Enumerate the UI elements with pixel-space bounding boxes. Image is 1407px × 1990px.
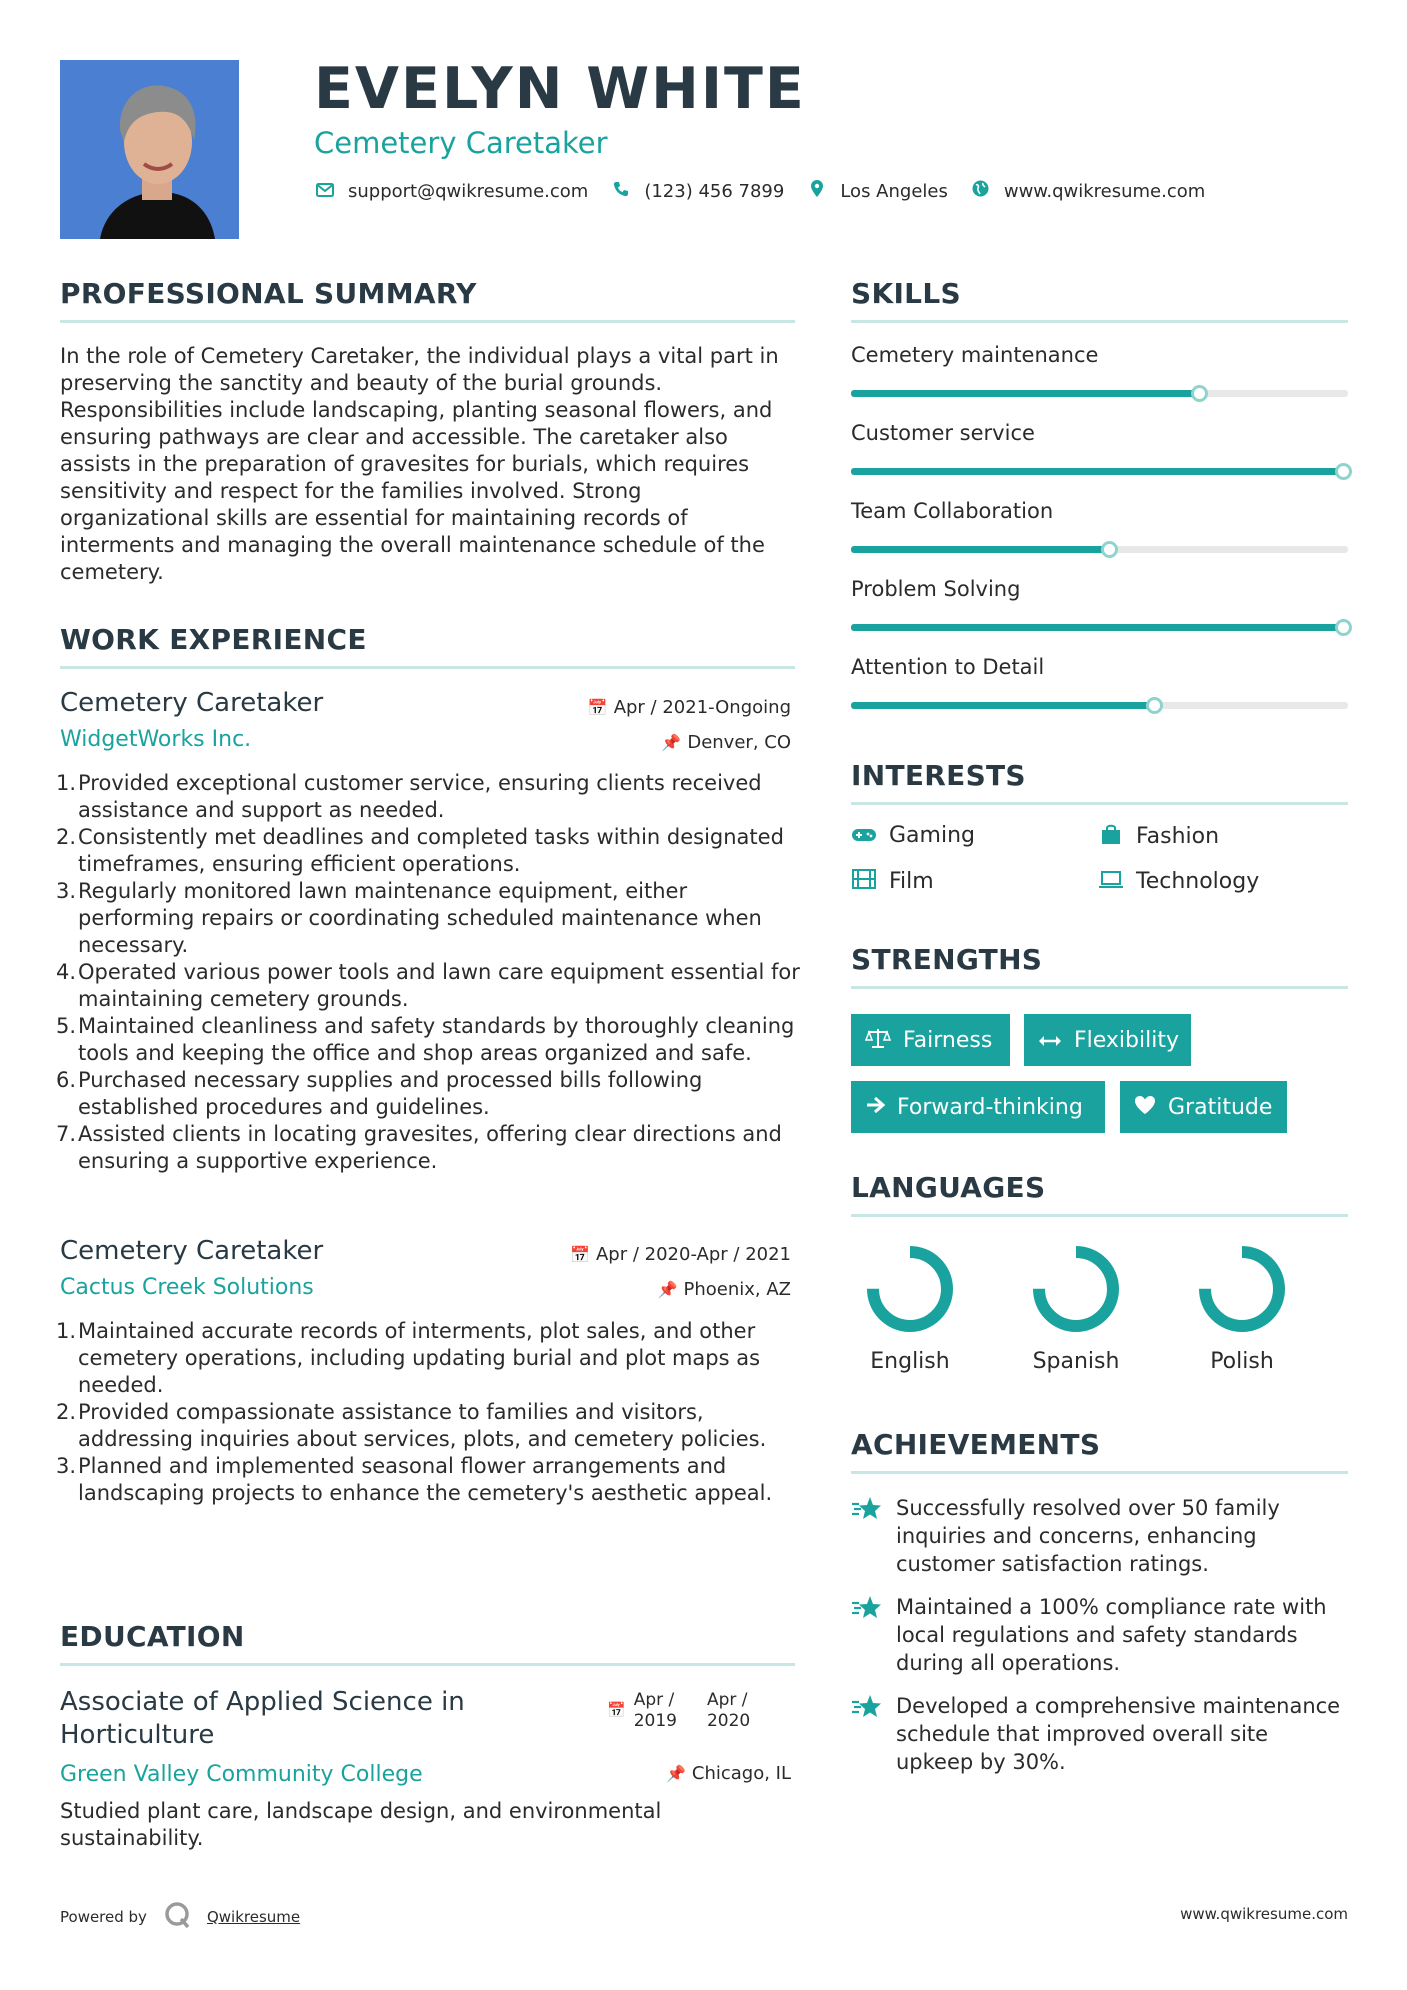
education-start bbox=[634, 1690, 677, 1732]
skill-bar-fill bbox=[851, 702, 1154, 709]
calendar-icon: 📅 bbox=[607, 1701, 626, 1719]
star-icon bbox=[851, 1494, 883, 1524]
contact-website[interactable] bbox=[970, 180, 1205, 202]
list-item-text: Maintained accurate records of interments, plot sales, and other cemetery operations, including updating burial and plot maps as needed. bbox=[78, 1319, 761, 1397]
list-item: 4. Operated various power tools and lawn care equipment essential for maintaining cemetery grounds. bbox=[55, 960, 800, 1011]
skill-bar-fill bbox=[851, 468, 1343, 475]
job-title: Cemetery Caretaker bbox=[60, 1236, 324, 1266]
skill-bar bbox=[851, 390, 1348, 397]
degree-title bbox=[60, 1686, 465, 1752]
list-item: 2. Consistently met deadlines and completed tasks within designated timeframes, ensuring efficient operations. bbox=[55, 825, 784, 876]
globe-icon bbox=[970, 180, 992, 202]
language-label: Spanish bbox=[1032, 1349, 1120, 1374]
strength-badge bbox=[1024, 1014, 1191, 1066]
strength-badge bbox=[1120, 1081, 1287, 1133]
interest-item bbox=[851, 823, 975, 848]
summary-heading: PROFESSIONAL SUMMARY bbox=[60, 277, 477, 310]
skill-bar bbox=[851, 702, 1348, 709]
education-start-line1: Apr / bbox=[633, 1690, 675, 1710]
skill-bar-knob bbox=[1101, 541, 1118, 558]
arrow-right-icon bbox=[865, 1095, 885, 1119]
education-end-line2: 2020 bbox=[706, 1711, 751, 1731]
strengths-heading: STRENGTHS bbox=[851, 943, 1043, 976]
strength-label: Fairness bbox=[903, 1027, 993, 1053]
skill-bar-knob bbox=[1191, 385, 1208, 402]
skill-bar bbox=[851, 468, 1348, 475]
skill-bar-knob bbox=[1146, 697, 1163, 714]
star-icon bbox=[851, 1593, 883, 1623]
skill-label: Team Collaboration bbox=[851, 499, 1054, 523]
skill-label: Problem Solving bbox=[851, 577, 1021, 601]
education-end bbox=[707, 1690, 750, 1732]
list-item: 1. Maintained accurate records of interments, plot sales, and other cemetery operations, including updating burial and plot maps as needed. bbox=[55, 1319, 761, 1397]
skill-label: Attention to Detail bbox=[851, 655, 1045, 679]
list-item-text: Provided exceptional customer service, ensuring clients received assistance and support as needed. bbox=[78, 771, 762, 822]
list-item: 7. Assisted clients in locating gravesites, offering clear directions and ensuring a supportive experience. bbox=[55, 1122, 782, 1173]
qwikresume-link[interactable]: Qwikresume bbox=[206, 1908, 301, 1926]
interest-label: Film bbox=[889, 869, 934, 894]
language-item bbox=[1021, 1243, 1131, 1374]
school-name: Green Valley Community College bbox=[60, 1762, 423, 1787]
strength-label: Flexibility bbox=[1074, 1027, 1179, 1053]
language-item bbox=[855, 1243, 965, 1374]
education-location-text: Chicago, IL bbox=[691, 1763, 791, 1784]
skills-heading: SKILLS bbox=[851, 277, 961, 310]
strength-label: Forward-thinking bbox=[897, 1094, 1083, 1120]
list-item-text: Maintained cleanliness and safety standards by thoroughly cleaning tools and keeping the office and shop areas organized and safe. bbox=[78, 1014, 795, 1065]
experience-rule bbox=[60, 666, 795, 669]
shopping-bag-icon bbox=[1098, 823, 1124, 850]
degree-title-line1: Associate of Applied Science in bbox=[60, 1687, 465, 1717]
job-dates bbox=[570, 1244, 791, 1265]
language-item bbox=[1187, 1243, 1297, 1374]
education-rule bbox=[60, 1663, 795, 1666]
footer-powered-by bbox=[60, 1900, 300, 1934]
achievements-rule bbox=[851, 1471, 1348, 1474]
phone-icon bbox=[610, 181, 632, 202]
contact-phone[interactable] bbox=[610, 181, 784, 202]
skill-bar-fill bbox=[851, 390, 1199, 397]
list-item: 2. Provided compassionate assistance to families and visitors, addressing inquiries about services, plots, and cemetery policies. bbox=[55, 1400, 767, 1451]
calendar-icon: 📅 bbox=[570, 1245, 590, 1264]
education-location bbox=[666, 1763, 791, 1784]
job-responsibilities bbox=[55, 1318, 800, 1507]
qwikresume-logo-icon bbox=[163, 1900, 193, 1934]
degree-title-line2: Horticulture bbox=[60, 1720, 215, 1750]
strength-badge bbox=[851, 1081, 1105, 1133]
skill-bar-fill bbox=[851, 624, 1343, 631]
pushpin-icon: 📌 bbox=[661, 733, 682, 752]
star-icon bbox=[851, 1692, 883, 1722]
skill-bar-knob bbox=[1335, 463, 1352, 480]
language-gauge bbox=[1196, 1243, 1288, 1335]
job-company: WidgetWorks Inc. bbox=[60, 727, 252, 752]
job-location bbox=[658, 1279, 791, 1300]
achievement-item bbox=[851, 1593, 1348, 1677]
list-item: 5. Maintained cleanliness and safety standards by thoroughly cleaning tools and keeping the office and shop areas organized and safe. bbox=[55, 1014, 795, 1065]
list-item: 3. Regularly monitored lawn maintenance equipment, either performing repairs or coordinating scheduled maintenance when necessary. bbox=[55, 879, 762, 957]
list-item-text: Purchased necessary supplies and processed bills following established procedures and guidelines. bbox=[78, 1068, 703, 1119]
contact-bar bbox=[314, 180, 1227, 202]
job-dates-text: Apr / 2020-Apr / 2021 bbox=[595, 1244, 791, 1265]
interests-rule bbox=[851, 802, 1348, 805]
list-item-text: Consistently met deadlines and completed tasks within designated timeframes, ensuring efficient operations. bbox=[78, 825, 784, 876]
map-pin-icon bbox=[806, 180, 828, 202]
education-description: Studied plant care, landscape design, and environmental sustainability. bbox=[60, 1799, 662, 1850]
contact-phone-text: (123) 456 7899 bbox=[644, 180, 785, 202]
achievement-text: Maintained a 100% compliance rate with local regulations and safety standards during all operations. bbox=[896, 1595, 1327, 1675]
heart-icon bbox=[1134, 1095, 1156, 1120]
pushpin-icon: 📌 bbox=[665, 1764, 686, 1783]
strengths-rule bbox=[851, 986, 1348, 989]
summary-rule bbox=[60, 320, 795, 323]
list-item-text: Regularly monitored lawn maintenance equipment, either performing repairs or coordinating scheduled maintenance when necessary. bbox=[78, 879, 762, 957]
language-gauge bbox=[1030, 1243, 1122, 1335]
arrows-horizontal-icon bbox=[1038, 1028, 1062, 1052]
languages-rule bbox=[851, 1214, 1348, 1217]
skill-bar bbox=[851, 624, 1348, 631]
achievement-text: Successfully resolved over 50 family inquiries and concerns, enhancing customer satisfaction ratings. bbox=[896, 1496, 1280, 1576]
list-item-text: Operated various power tools and lawn care equipment essential for maintaining cemetery grounds. bbox=[78, 960, 800, 1011]
candidate-name: EVELYN WHITE bbox=[314, 56, 806, 122]
profile-photo bbox=[60, 60, 239, 239]
contact-email[interactable] bbox=[314, 181, 588, 202]
languages-heading: LANGUAGES bbox=[851, 1171, 1046, 1204]
gamepad-icon bbox=[851, 824, 877, 848]
list-item: 1. Provided exceptional customer service, ensuring clients received assistance and support as needed. bbox=[55, 771, 762, 822]
achievement-item bbox=[851, 1692, 1348, 1776]
envelope-icon bbox=[314, 181, 336, 202]
education-dates bbox=[607, 1690, 750, 1732]
skill-bar bbox=[851, 546, 1348, 553]
job-location-text: Phoenix, AZ bbox=[683, 1279, 791, 1300]
skill-bar-fill bbox=[851, 546, 1109, 553]
skill-bar-knob bbox=[1335, 619, 1352, 636]
list-item: 3. Planned and implemented seasonal flower arrangements and landscaping projects to enhance the cemetery's aesthetic appeal. bbox=[55, 1454, 773, 1505]
job-company: Cactus Creek Solutions bbox=[60, 1275, 314, 1300]
list-item-text: Provided compassionate assistance to families and visitors, addressing inquiries about services, plots, and cemetery policies. bbox=[78, 1400, 767, 1451]
job-location-text: Denver, CO bbox=[687, 732, 791, 753]
job-title: Cemetery Caretaker bbox=[60, 688, 324, 718]
film-icon bbox=[851, 869, 877, 894]
strength-badge bbox=[851, 1014, 1010, 1066]
list-item-text: Assisted clients in locating gravesites, offering clear directions and ensuring a supportive experience. bbox=[78, 1122, 782, 1173]
interest-item bbox=[851, 869, 934, 894]
achievement-item bbox=[851, 1494, 1348, 1578]
skill-label: Cemetery maintenance bbox=[851, 343, 1099, 367]
contact-location-text: Los Angeles bbox=[840, 180, 948, 202]
footer-website[interactable]: www.qwikresume.com bbox=[1180, 1905, 1348, 1923]
contact-location bbox=[806, 180, 948, 202]
education-heading: EDUCATION bbox=[60, 1620, 245, 1653]
interest-label: Technology bbox=[1136, 869, 1260, 894]
strength-label: Gratitude bbox=[1168, 1094, 1273, 1120]
achievements-heading: ACHIEVEMENTS bbox=[851, 1428, 1101, 1461]
job-location bbox=[661, 732, 791, 753]
balance-scale-icon bbox=[865, 1028, 891, 1053]
powered-by-label: Powered by bbox=[60, 1908, 147, 1926]
education-start-line2: 2019 bbox=[633, 1711, 677, 1731]
experience-heading: WORK EXPERIENCE bbox=[60, 623, 367, 656]
job-dates bbox=[588, 697, 791, 718]
contact-email-text: support@qwikresume.com bbox=[348, 180, 589, 202]
candidate-title: Cemetery Caretaker bbox=[314, 126, 608, 160]
job-dates-text: Apr / 2021-Ongoing bbox=[613, 697, 791, 718]
interest-item bbox=[1098, 869, 1259, 894]
skill-label: Customer service bbox=[851, 421, 1035, 445]
language-label: English bbox=[870, 1349, 950, 1374]
list-item: 6. Purchased necessary supplies and processed bills following established procedures and guidelines. bbox=[55, 1068, 703, 1119]
language-label: Polish bbox=[1210, 1349, 1274, 1374]
interest-label: Fashion bbox=[1136, 824, 1220, 849]
list-item-text: Planned and implemented seasonal flower arrangements and landscaping projects to enhance the cemetery's aesthetic appeal. bbox=[78, 1454, 773, 1505]
interest-item bbox=[1098, 823, 1219, 850]
achievement-text: Developed a comprehensive maintenance schedule that improved overall site upkeep by 30%. bbox=[896, 1694, 1341, 1774]
interests-heading: INTERESTS bbox=[851, 759, 1026, 792]
education-end-line1: Apr / bbox=[706, 1690, 748, 1710]
language-gauge bbox=[864, 1243, 956, 1335]
calendar-icon: 📅 bbox=[587, 698, 608, 717]
laptop-icon bbox=[1098, 870, 1124, 894]
pushpin-icon: 📌 bbox=[657, 1280, 678, 1299]
job-responsibilities bbox=[55, 770, 800, 1175]
skills-rule bbox=[851, 320, 1348, 323]
summary-text: In the role of Cemetery Caretaker, the individual plays a vital part in preserving the sanctity and beauty of the burial grounds. Responsibilities include landscaping, planting seasonal flowers, and ensuring pathways are clear and accessible. The caretaker also assists in the preparation of gravesites for burials, which requires sensitivity and respect for the families involved. Strong organizational skills are essential for maintaining records of interments and managing the overall maintenance schedule of the cemetery. bbox=[60, 344, 779, 584]
contact-website-text: www.qwikresume.com bbox=[1003, 180, 1206, 202]
interest-label: Gaming bbox=[889, 823, 975, 848]
